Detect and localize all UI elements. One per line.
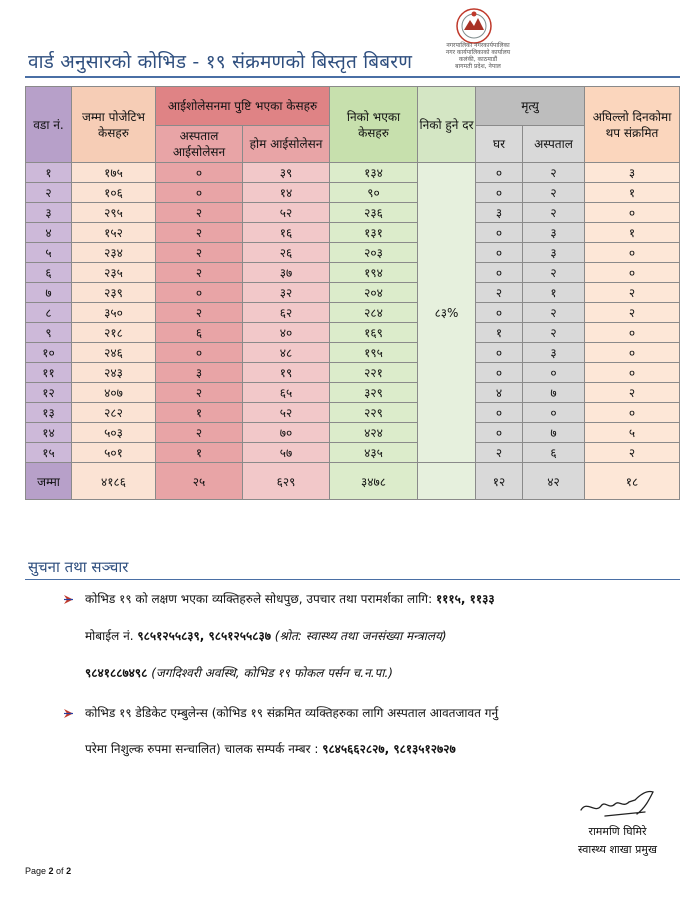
cell-new: २ [585,283,680,303]
cell-home: ६२ [243,303,330,323]
header-isolation-group: आईशोलेसनमा पुष्टि भएका केसहरु [156,87,330,126]
cell-death-hospital: २ [523,323,585,343]
cell-new: ० [585,243,680,263]
cell-ward: १ [26,163,72,183]
info-item1-line3: ९८४१८८७४९८ (जगदिश्वरी अवस्थि, कोभिड १९ फोकल पर्सन च.न.पा.) [85,666,393,680]
cell-new: १ [585,183,680,203]
cell-hospital: २ [156,303,243,323]
title-underline [25,76,680,78]
totals-new: १८ [585,463,680,500]
cell-recovered: १३४ [330,163,418,183]
cell-recovered: ३२९ [330,383,418,403]
cell-death-hospital: २ [523,203,585,223]
cell-ward: ८ [26,303,72,323]
cell-death-hospital: ३ [523,343,585,363]
cell-death-home: ० [476,403,523,423]
table-row [26,383,680,403]
seal-text: नगरपालिका नगरकार्यपालिका नगर कार्यपालिकाको कार्यालय कलंकी, काठमाडौं बागमती प्रदेश, नेपाल [445,42,511,70]
cell-new: १ [585,223,680,243]
header-death-home: घर [476,126,523,163]
cell-death-hospital: २ [523,303,585,323]
cell-death-hospital: २ [523,263,585,283]
page-title: वार्ड अनुसारको कोभिड - १९ संक्रमणको बिस्तृत बिबरण [28,51,413,73]
cell-total: ३५० [72,303,156,323]
cell-total: ४०७ [72,383,156,403]
cell-recovered: १९४ [330,263,418,283]
cell-total: ५०१ [72,443,156,463]
cell-ward: २ [26,183,72,203]
cell-death-hospital: ० [523,403,585,423]
table-row [26,223,680,243]
cell-new: ० [585,363,680,383]
cell-hospital: ३ [156,363,243,383]
cell-home: ५७ [243,443,330,463]
cell-recovered: १६९ [330,323,418,343]
cell-ward: १५ [26,443,72,463]
cell-ward: १२ [26,383,72,403]
totals-death-hospital: ४२ [523,463,585,500]
signatory-name: राममणि घिमिरे [588,825,647,838]
cell-home: ४० [243,323,330,343]
table-row [26,163,680,183]
cell-home: १४ [243,183,330,203]
cell-ward: १० [26,343,72,363]
cell-death-home: ० [476,183,523,203]
cell-recovered: १३१ [330,223,418,243]
header-recovery-rate: निको हुने दर [418,87,476,163]
cell-death-hospital: २ [523,183,585,203]
totals-hospital: २५ [156,463,243,500]
recovery-rate-cell: ८३% [418,163,476,463]
info-item2-line1: कोभिड १९ डेडिकेट एम्बुलेन्स (कोभिड १९ संक्रमित व्यक्तिहरुका लागि अस्पताल आवतजावत गर्नु [85,706,499,720]
cell-new: ५ [585,423,680,443]
cell-recovered: २०३ [330,243,418,263]
table-row [26,403,680,423]
cell-recovered: ९० [330,183,418,203]
totals-total: ४१८६ [72,463,156,500]
cell-home: २६ [243,243,330,263]
cell-death-home: ० [476,263,523,283]
cell-death-hospital: २ [523,163,585,183]
cell-home: ७० [243,423,330,443]
cell-death-hospital: ३ [523,243,585,263]
cell-home: ३७ [243,263,330,283]
cell-death-home: ० [476,423,523,443]
cell-ward: ११ [26,363,72,383]
cell-death-hospital: १ [523,283,585,303]
cell-death-home: ४ [476,383,523,403]
cell-death-hospital: ७ [523,423,585,443]
cell-death-home: ० [476,343,523,363]
cell-home: ३२ [243,283,330,303]
cell-new: २ [585,383,680,403]
totals-death-home: १२ [476,463,523,500]
cell-ward: ३ [26,203,72,223]
cell-recovered: ४३५ [330,443,418,463]
table-row [26,423,680,443]
table-body [26,163,680,463]
info-item1-line1: कोभिड १९ को लक्षण भएका व्यक्तिहरुले सोधपुछ, उपचार तथा परामर्शका लागि: १११५, ११३३ [85,592,495,606]
cell-death-hospital: ६ [523,443,585,463]
cell-hospital: ६ [156,323,243,343]
cell-hospital: २ [156,203,243,223]
cell-ward: ४ [26,223,72,243]
cell-death-home: ० [476,363,523,383]
cell-death-home: ० [476,303,523,323]
cell-recovered: २३६ [330,203,418,223]
cell-total: २८२ [72,403,156,423]
table-row [26,363,680,383]
cell-total: २३९ [72,283,156,303]
cell-new: २ [585,443,680,463]
header-hospital-isolation: अस्पताल आईसोलेसन [156,126,243,163]
cell-new: ० [585,323,680,343]
bullet-arrow-icon [63,594,74,605]
cell-hospital: १ [156,443,243,463]
page-number: Page 2 of 2 [25,866,72,876]
table-row [26,243,680,263]
header-new-cases: अघिल्लो दिनकोमा थप संक्रमित [585,87,680,163]
totals-label: जम्मा [26,463,72,500]
table-row [26,343,680,363]
cell-death-hospital: ७ [523,383,585,403]
cell-new: ३ [585,163,680,183]
bullet-arrow-icon [63,708,74,719]
cell-hospital: ० [156,183,243,203]
header-death-group: मृत्यु [476,87,585,126]
cell-ward: ६ [26,263,72,283]
table-row [26,203,680,223]
header-home-isolation: होम आईसोलेसन [243,126,330,163]
cell-recovered: २२१ [330,363,418,383]
header-ward: वडा नं. [26,87,72,163]
cell-death-home: १ [476,323,523,343]
ward-covid-table [25,86,680,500]
cell-new: ० [585,343,680,363]
cell-home: ३९ [243,163,330,183]
cell-total: २९५ [72,203,156,223]
municipality-seal [434,6,514,68]
cell-hospital: २ [156,223,243,243]
cell-recovered: ४२४ [330,423,418,443]
cell-home: १९ [243,363,330,383]
cell-total: १५२ [72,223,156,243]
cell-hospital: २ [156,383,243,403]
cell-death-home: ० [476,243,523,263]
cell-death-hospital: ० [523,363,585,383]
cell-new: ० [585,203,680,223]
cell-death-home: ० [476,223,523,243]
cell-ward: १३ [26,403,72,423]
cell-hospital: ० [156,283,243,303]
cell-home: १६ [243,223,330,243]
cell-new: ० [585,263,680,283]
signatory-role: स्वास्थ्य शाखा प्रमुख [578,843,657,856]
cell-home: ६५ [243,383,330,403]
table-row [26,303,680,323]
cell-home: ५२ [243,403,330,423]
handwritten-signature [575,786,665,820]
info-item2-line2: परेमा निशुल्क रुपमा सन्चालित) चालक सम्पर्क नम्बर : ९८४५६६२८२७, ९८१३५१२७२७ [85,742,456,756]
cell-recovered: २०४ [330,283,418,303]
totals-rate-blank [418,463,476,500]
cell-ward: ९ [26,323,72,343]
cell-recovered: २२९ [330,403,418,423]
cell-total: २३४ [72,243,156,263]
table-row [26,443,680,463]
cell-total: २४३ [72,363,156,383]
cell-hospital: २ [156,423,243,443]
cell-ward: ७ [26,283,72,303]
cell-recovered: २८४ [330,303,418,323]
table-row [26,323,680,343]
totals-row [26,463,680,500]
header-total-positive: जम्मा पोजेटिभ केसहरु [72,87,156,163]
table-row [26,283,680,303]
info-item1-line2: मोबाईल नं. ९८५१२५५८३९, ९८५१२५५८३७ (श्रोत: स्वास्थ्य तथा जनसंख्या मन्त्रालय) [85,629,447,643]
cell-total: ५०३ [72,423,156,443]
cell-death-hospital: ३ [523,223,585,243]
cell-hospital: २ [156,263,243,283]
cell-home: ५२ [243,203,330,223]
table-row [26,183,680,203]
totals-home: ६२९ [243,463,330,500]
cell-death-home: ० [476,163,523,183]
header-recovered: निको भएका केसहरु [330,87,418,163]
totals-recovered: ३४७८ [330,463,418,500]
info-section-underline [25,579,680,580]
cell-recovered: १९५ [330,343,418,363]
cell-ward: १४ [26,423,72,443]
info-section-title: सुचना तथा सञ्चार [28,558,129,576]
cell-ward: ५ [26,243,72,263]
cell-hospital: १ [156,403,243,423]
cell-new: ० [585,403,680,423]
table-row [26,263,680,283]
cell-total: १७५ [72,163,156,183]
cell-new: २ [585,303,680,323]
cell-death-home: २ [476,443,523,463]
cell-hospital: ० [156,343,243,363]
cell-death-home: २ [476,283,523,303]
cell-hospital: ० [156,163,243,183]
cell-total: २३५ [72,263,156,283]
header-death-hospital: अस्पताल [523,126,585,163]
cell-total: १०६ [72,183,156,203]
cell-hospital: २ [156,243,243,263]
cell-total: २१८ [72,323,156,343]
cell-total: २४६ [72,343,156,363]
cell-death-home: ३ [476,203,523,223]
seal-emblem-icon [434,6,514,46]
cell-home: ४८ [243,343,330,363]
